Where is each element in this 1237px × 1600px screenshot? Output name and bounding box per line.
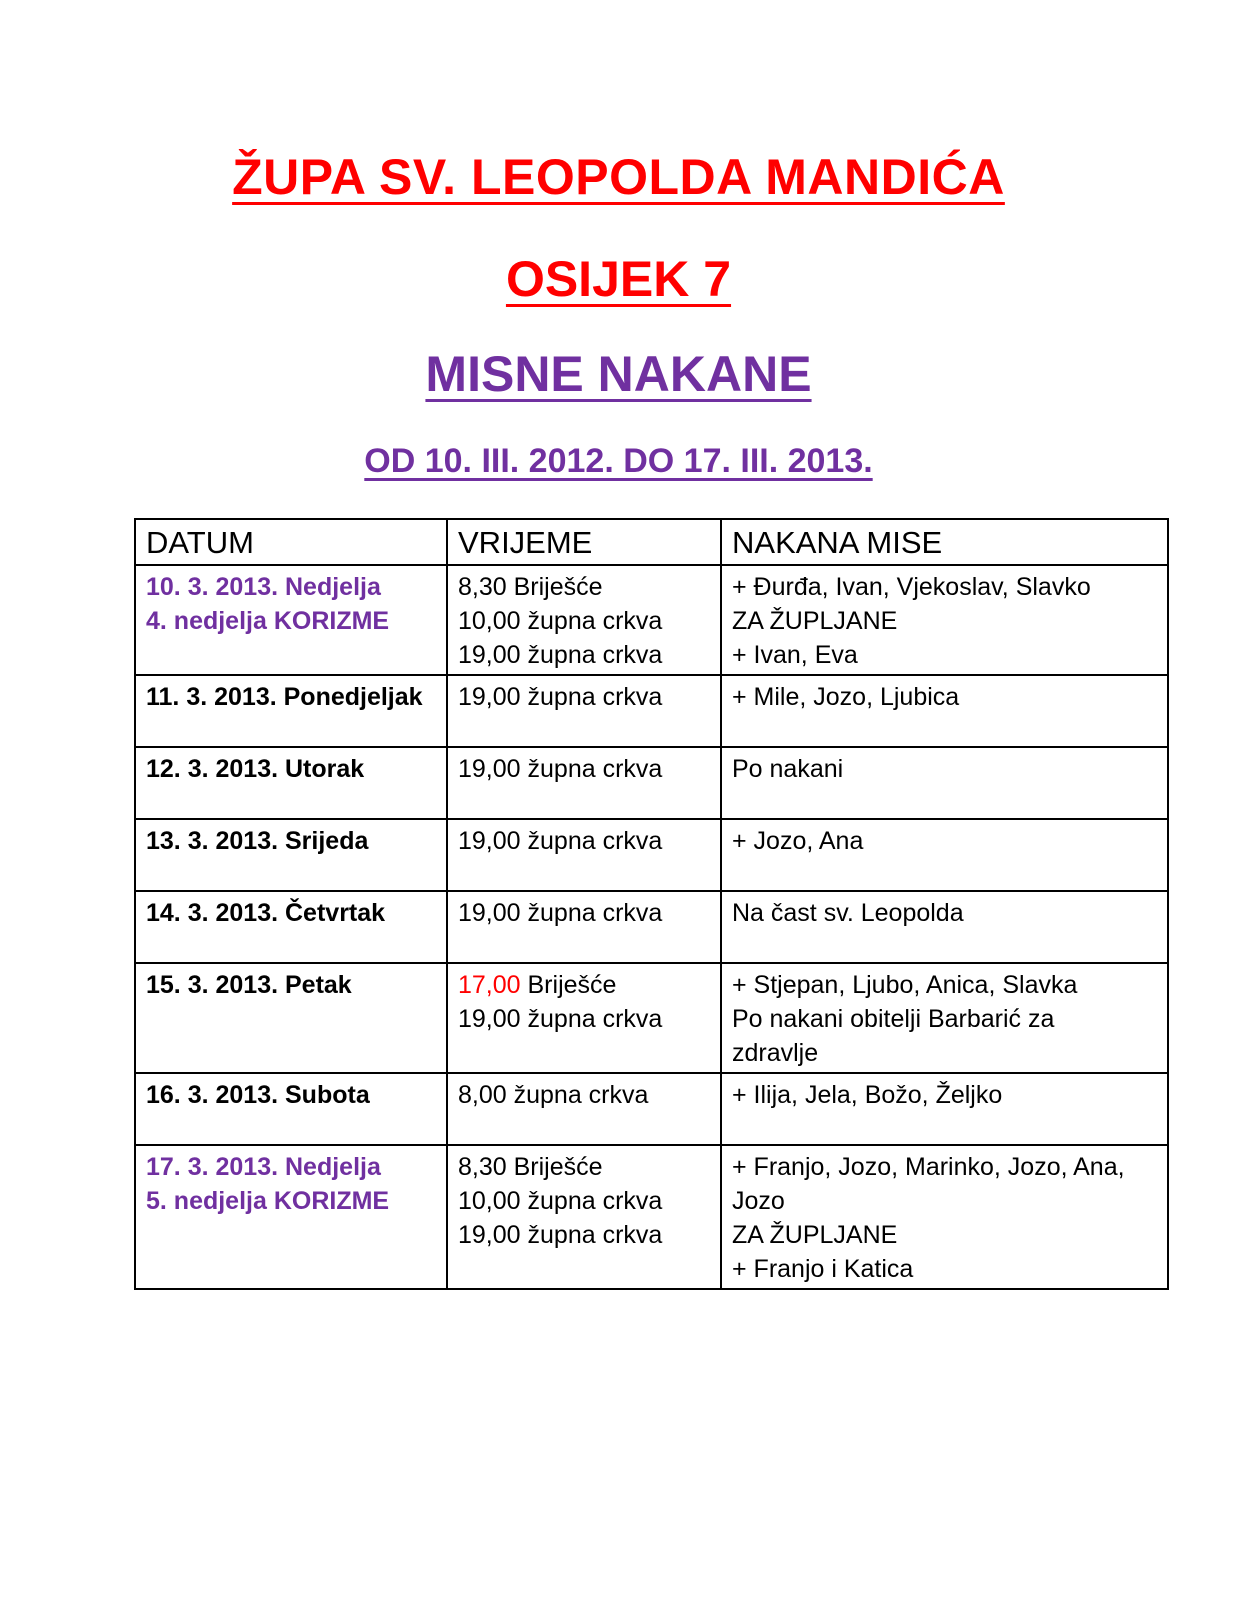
intention-entry: ZA ŽUPLJANE (732, 1221, 898, 1249)
intention-entry: + Franjo i Katica (732, 1255, 914, 1283)
table-row (135, 675, 1168, 747)
intention-entry: Na čast sv. Leopolda (732, 899, 964, 927)
intention-cell (721, 1145, 1168, 1289)
table-row (135, 747, 1168, 819)
date-cell (135, 819, 447, 891)
intention-entry: + Stjepan, Ljubo, Anica, Slavka (732, 971, 1078, 999)
time-entry: 19,00 župna crkva (458, 1005, 663, 1033)
highlighted-time: 17,00 (458, 971, 521, 999)
date-label: 13. 3. 2013. Srijeda (146, 827, 369, 855)
column-header-intention: NAKANA MISE (721, 519, 1168, 565)
document-title: MISNE NAKANE (425, 346, 812, 402)
intention-entry: + Mile, Jozo, Ljubica (732, 683, 960, 711)
table-row (135, 891, 1168, 963)
date-label: 12. 3. 2013. Utorak (146, 755, 365, 783)
time-entry: 10,00 župna crkva (458, 607, 663, 635)
time-entry: 19,00 župna crkva (458, 1221, 663, 1249)
intention-entry: Jozo (732, 1187, 785, 1215)
date-cell (135, 1073, 447, 1145)
time-entry: 19,00 župna crkva (458, 755, 663, 783)
time-cell (447, 1073, 721, 1145)
intention-cell (721, 747, 1168, 819)
intention-entry: zdravlje (732, 1039, 819, 1067)
intention-cell (721, 675, 1168, 747)
column-header-date: DATUM (135, 519, 447, 565)
table-row (135, 819, 1168, 891)
parish-name: ŽUPA SV. LEOPOLDA MANDIĆA (232, 149, 1005, 205)
intention-entry: + Jozo, Ana (732, 827, 864, 855)
time-cell (447, 1145, 721, 1289)
city-name: OSIJEK 7 (505, 251, 732, 307)
table-row (135, 1073, 1168, 1145)
date-label: 11. 3. 2013. Ponedjeljak (146, 683, 423, 711)
date-cell (135, 675, 447, 747)
intention-cell (721, 891, 1168, 963)
intention-cell (721, 819, 1168, 891)
date-label: 10. 3. 2013. Nedjelja (146, 573, 381, 601)
intention-entry: Po nakani (732, 755, 844, 783)
time-entry (458, 968, 710, 1002)
time-entry: 19,00 župna crkva (458, 827, 663, 855)
intention-entry: ZA ŽUPLJANE (732, 607, 898, 635)
date-range: OD 10. III. 2012. DO 17. III. 2013. (364, 442, 873, 480)
time-cell (447, 963, 721, 1073)
time-entry: 10,00 župna crkva (458, 1187, 663, 1215)
time-entry: 8,00 župna crkva (458, 1081, 649, 1109)
date-label: 16. 3. 2013. Subota (146, 1081, 370, 1109)
time-cell (447, 747, 721, 819)
time-cell (447, 675, 721, 747)
table-row (135, 1145, 1168, 1289)
liturgical-day-label: 4. nedjelja KORIZME (146, 607, 390, 635)
table-row (135, 565, 1168, 675)
time-cell (447, 565, 721, 675)
intention-entry: Po nakani obitelji Barbarić za (732, 1005, 1055, 1033)
date-cell (135, 565, 447, 675)
date-cell (135, 963, 447, 1073)
table-header-row (135, 519, 1168, 565)
intention-entry: + Franjo, Jozo, Marinko, Jozo, Ana, (732, 1153, 1125, 1181)
date-label: 17. 3. 2013. Nedjelja (146, 1153, 381, 1181)
time-entry: 8,30 Briješće (458, 573, 603, 601)
date-label: 14. 3. 2013. Četvrtak (146, 899, 386, 927)
mass-intentions-table (134, 518, 1169, 1290)
date-label: 15. 3. 2013. Petak (146, 971, 352, 999)
liturgical-day-label: 5. nedjelja KORIZME (146, 1187, 390, 1215)
intention-entry: + Đurđa, Ivan, Vjekoslav, Slavko (732, 573, 1091, 601)
date-cell (135, 1145, 447, 1289)
date-cell (135, 747, 447, 819)
time-entry: 19,00 župna crkva (458, 683, 663, 711)
time-cell (447, 891, 721, 963)
time-entry: 8,30 Briješće (458, 1153, 603, 1181)
column-header-time: VRIJEME (447, 519, 721, 565)
intention-entry: + Ilija, Jela, Božo, Željko (732, 1081, 1003, 1109)
time-entry: 19,00 župna crkva (458, 641, 663, 669)
intention-cell (721, 565, 1168, 675)
intention-cell (721, 1073, 1168, 1145)
date-cell (135, 891, 447, 963)
time-cell (447, 819, 721, 891)
time-entry: 19,00 župna crkva (458, 899, 663, 927)
time-location: Briješće (520, 971, 617, 999)
table-row (135, 963, 1168, 1073)
intention-cell (721, 963, 1168, 1073)
intention-entry: + Ivan, Eva (732, 641, 858, 669)
